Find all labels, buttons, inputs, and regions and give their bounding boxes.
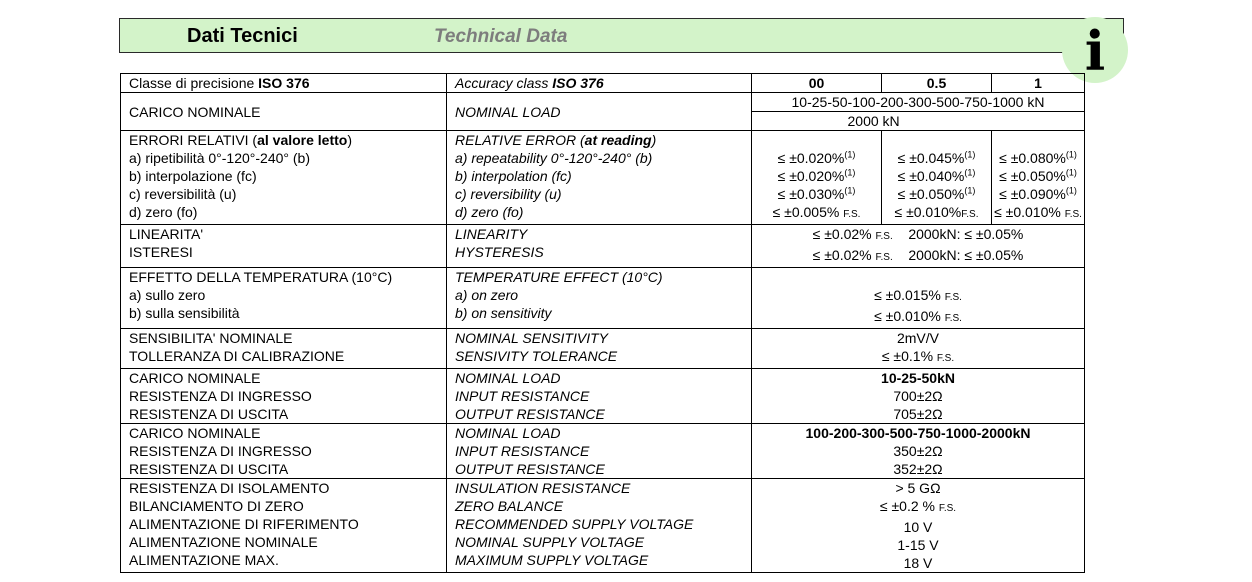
- table-row: [121, 93, 1085, 112]
- class-1: 1: [992, 74, 1085, 93]
- table-row: [121, 131, 1085, 225]
- table-row: [121, 225, 1085, 268]
- table-row: [121, 74, 1085, 93]
- linearity-values: ≤ ±0.02% F.S. 2000kN: ≤ ±0.05% ≤ ±0.02% F.S. 2000kN: ≤ ±0.05%: [752, 225, 1085, 268]
- nominal-load-2000: 2000 kN: [882, 112, 1085, 131]
- relative-error-05: ≤ ±0.045%$^{(1)}$ ≤ ±0.040%$^{(1)}$ ≤ ±0.050%$^{(1)}$ ≤ ±0.010%F.S.: [882, 131, 992, 225]
- sensitivity-values: 2mV/V ≤ ±0.1% F.S.: [752, 329, 1085, 369]
- temperature-it: EFFETTO DELLA TEMPERATURA (10°C) a) sullo zero b) sulla sensibilità: [121, 268, 447, 329]
- resistance-b-values: 100-200-300-500-750-1000-2000kN 350±2Ω 352±2Ω: [752, 424, 1085, 479]
- title-english: Technical Data: [434, 26, 568, 47]
- relative-error-it: ERRORI RELATIVI (al valore letto) a) ripetibilità 0°-120°-240° (b) b) interpolazione (fc) c) reversibilità (u) d) zero (fo): [121, 131, 447, 225]
- supply-values: > 5 GΩ ≤ ±0.2 % F.S. 10 V 1-15 V 18 V: [752, 479, 1085, 573]
- table-row: [121, 369, 1085, 424]
- relative-error-00: ≤ ±0.020%$^{(1)}$ ≤ ±0.020%$^{(1)}$ ≤ ±0.030%$^{(1)}$ ≤ ±0.005% F.S.: [752, 131, 882, 225]
- supply-it: RESISTENZA DI ISOLAMENTO BILANCIAMENTO DI ZERO ALIMENTAZIONE DI RIFERIMENTO ALIMENTAZIONE NOMINALE ALIMENTAZIONE MAX.: [121, 479, 447, 573]
- accuracy-label-en: Accuracy class ISO 376: [447, 74, 752, 93]
- nominal-load-values: 10-25-50-100-200-300-500-750-1000 kN: [752, 93, 1085, 112]
- temperature-values: ≤ ±0.015% F.S. ≤ ±0.010% F.S.: [752, 268, 1085, 329]
- info-icon: i: [1062, 17, 1128, 83]
- sensitivity-en: NOMINAL SENSITIVITY SENSIVITY TOLERANCE: [447, 329, 752, 369]
- relative-error-en: RELATIVE ERROR (at reading) a) repeatability 0°-120°-240° (b) b) interpolation (fc) c) reversibility (u) d) zero (fo): [447, 131, 752, 225]
- technical-data-table: [120, 73, 1085, 573]
- accuracy-label-it: Classe di precisione ISO 376: [121, 74, 447, 93]
- resistance-b-en: NOMINAL LOAD INPUT RESISTANCE OUTPUT RESISTANCE: [447, 424, 752, 479]
- resistance-b-it: CARICO NOMINALE RESISTENZA DI INGRESSO RESISTENZA DI USCITA: [121, 424, 447, 479]
- temperature-en: TEMPERATURE EFFECT (10°C) a) on zero b) on sensitivity: [447, 268, 752, 329]
- nominal-load-it: CARICO NOMINALE: [121, 93, 447, 131]
- section-header: [119, 18, 1124, 53]
- nominal-load-en: NOMINAL LOAD: [447, 93, 752, 131]
- class-00: 00: [752, 74, 882, 93]
- resistance-a-en: NOMINAL LOAD INPUT RESISTANCE OUTPUT RESISTANCE: [447, 369, 752, 424]
- supply-en: INSULATION RESISTANCE ZERO BALANCE RECOMMENDED SUPPLY VOLTAGE NOMINAL SUPPLY VOLTAGE MAXIMUM SUPPLY VOLTAGE: [447, 479, 752, 573]
- resistance-a-values: 10-25-50kN 700±2Ω 705±2Ω: [752, 369, 1085, 424]
- linearity-en: LINEARITY HYSTERESIS: [447, 225, 752, 268]
- table-row: [121, 268, 1085, 329]
- sensitivity-it: SENSIBILITA' NOMINALE TOLLERANZA DI CALIBRAZIONE: [121, 329, 447, 369]
- table-row: [121, 424, 1085, 479]
- table-row: [121, 329, 1085, 369]
- linearity-it: LINEARITA' ISTERESI: [121, 225, 447, 268]
- table-row: [121, 479, 1085, 573]
- title-italian: Dati Tecnici: [187, 25, 298, 47]
- class-05: 0.5: [882, 74, 992, 93]
- resistance-a-it: CARICO NOMINALE RESISTENZA DI INGRESSO RESISTENZA DI USCITA: [121, 369, 447, 424]
- relative-error-1: ≤ ±0.080%$^{(1)}$ ≤ ±0.050%$^{(1)}$ ≤ ±0.090%$^{(1)}$ ≤ ±0.010% F.S.: [992, 131, 1085, 225]
